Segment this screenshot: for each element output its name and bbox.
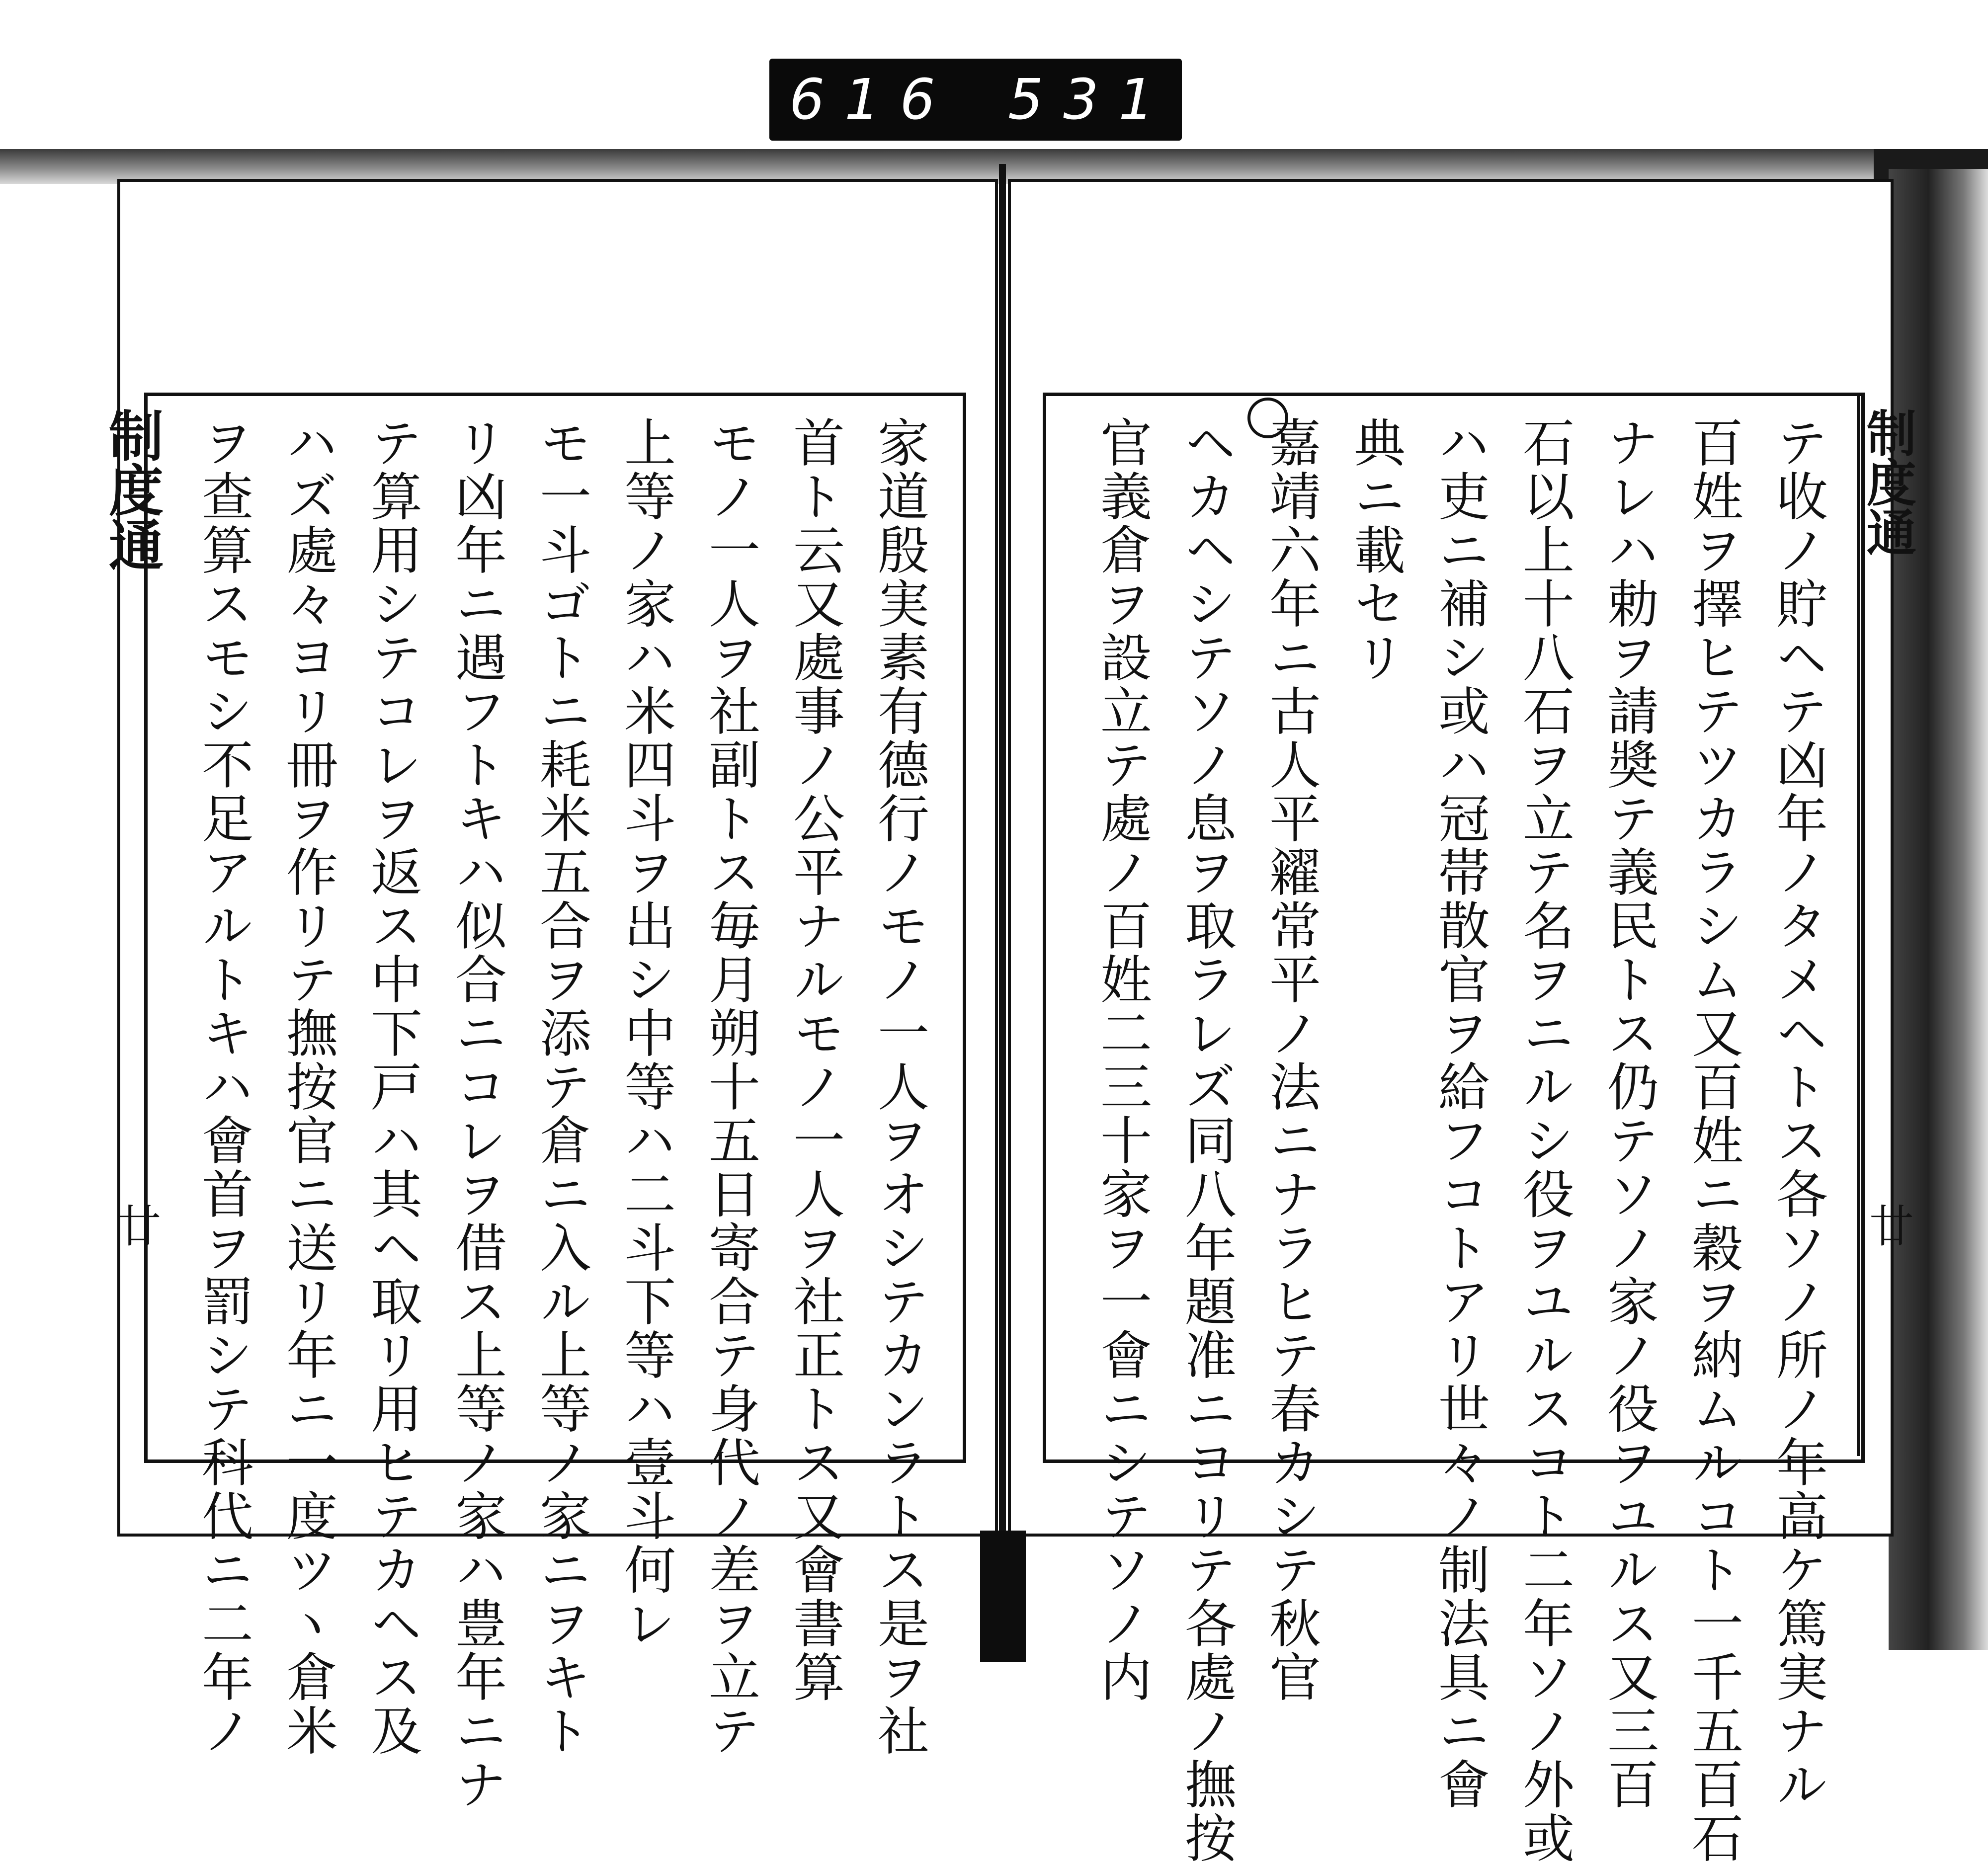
text-column: 家道殷実素有德行ノモノ一人ヲオシテカンラトス是ヲ社 (869, 416, 929, 1758)
right-margin-leaf-number: 廿 (1861, 1203, 1913, 1247)
left-margin-title: 制度通 (100, 407, 164, 571)
text-column: テ算用シテコレヲ返ス中下戸ハ其ヘ取リ用ヒテカヘス及 (362, 416, 422, 1758)
text-column: 首ト云又處事ノ公平ナルモノ一人ヲ社正トス又會書算 (784, 416, 845, 1704)
text-column: ハズ處々ヨリ冊ヲ作リテ撫按官ニ送リ年ニ一度ツヽ倉米 (277, 416, 338, 1758)
spine-clamp (980, 1531, 1026, 1662)
text-column: 典ニ載セリ (1345, 416, 1406, 684)
right-margin-title: 制度通 (1858, 407, 1917, 557)
left-text-frame (144, 393, 966, 1811)
text-column: ヘカヘシテソノ息ヲ取ラレズ同八年題准ニヨリテ各處ノ撫按 (1176, 416, 1237, 1865)
text-column: 嘉靖六年ニ古人平糴常平ノ法ニナラヒテ春カシテ秋官 (1260, 416, 1321, 1704)
text-column: リ凶年ニ遇フトキハ似合ニコレヲ借ス上等ノ家ハ豊年ニナ (446, 416, 507, 1811)
left-margin-leaf-number: 廿 (108, 1203, 161, 1247)
plate-number-left: 616 (789, 68, 955, 132)
text-column: ナレハ勅ヲ請奬テ義民トス仍テソノ家ノ役ヲユルス又三百 (1598, 416, 1659, 1811)
plate-number-right: 531 (1008, 68, 1174, 132)
text-column: モ一斗ゴトニ耗米五合ヲ添テ倉ニ入ル上等ノ家ニヲキト (531, 416, 591, 1758)
text-column: 百姓ヲ擇ヒテツカラシム又百姓ニ穀ヲ納ムルコト一千五百石 (1683, 416, 1743, 1865)
text-column: モノ一人ヲ社副トス毎月朔十五日寄合テ身代ノ差ヲ立テ (700, 416, 760, 1758)
text-column: ハ吏ニ補シ或ハ冠帯散官ヲ給フコトアリ世々ノ制法具ニ會 (1429, 416, 1490, 1811)
text-column: 官義倉ヲ設立テ處ノ百姓二三十家ヲ一會ニシテソノ内 (1091, 416, 1152, 1704)
text-column: テ收ノ貯ヘテ凶年ノタメヘトス各ソノ所ノ年高ケ篤実ナル (1767, 416, 1828, 1811)
right-text-frame (1043, 393, 1865, 1865)
call-number-plate (769, 59, 1182, 141)
text-column: ヲ查算スモシ不足アルトキハ會首ヲ罰シテ科代ニ二年ノ (193, 416, 253, 1758)
book-spine (999, 164, 1006, 1662)
text-column: 石以上十八石ヲ立テ名ヲニルシ役ヲユルスコト二年ソノ外或 (1514, 416, 1574, 1865)
text-column: 上等ノ家ハ米四斗ヲ出シ中等ハ二斗下等ハ壹斗何レ (615, 416, 676, 1650)
